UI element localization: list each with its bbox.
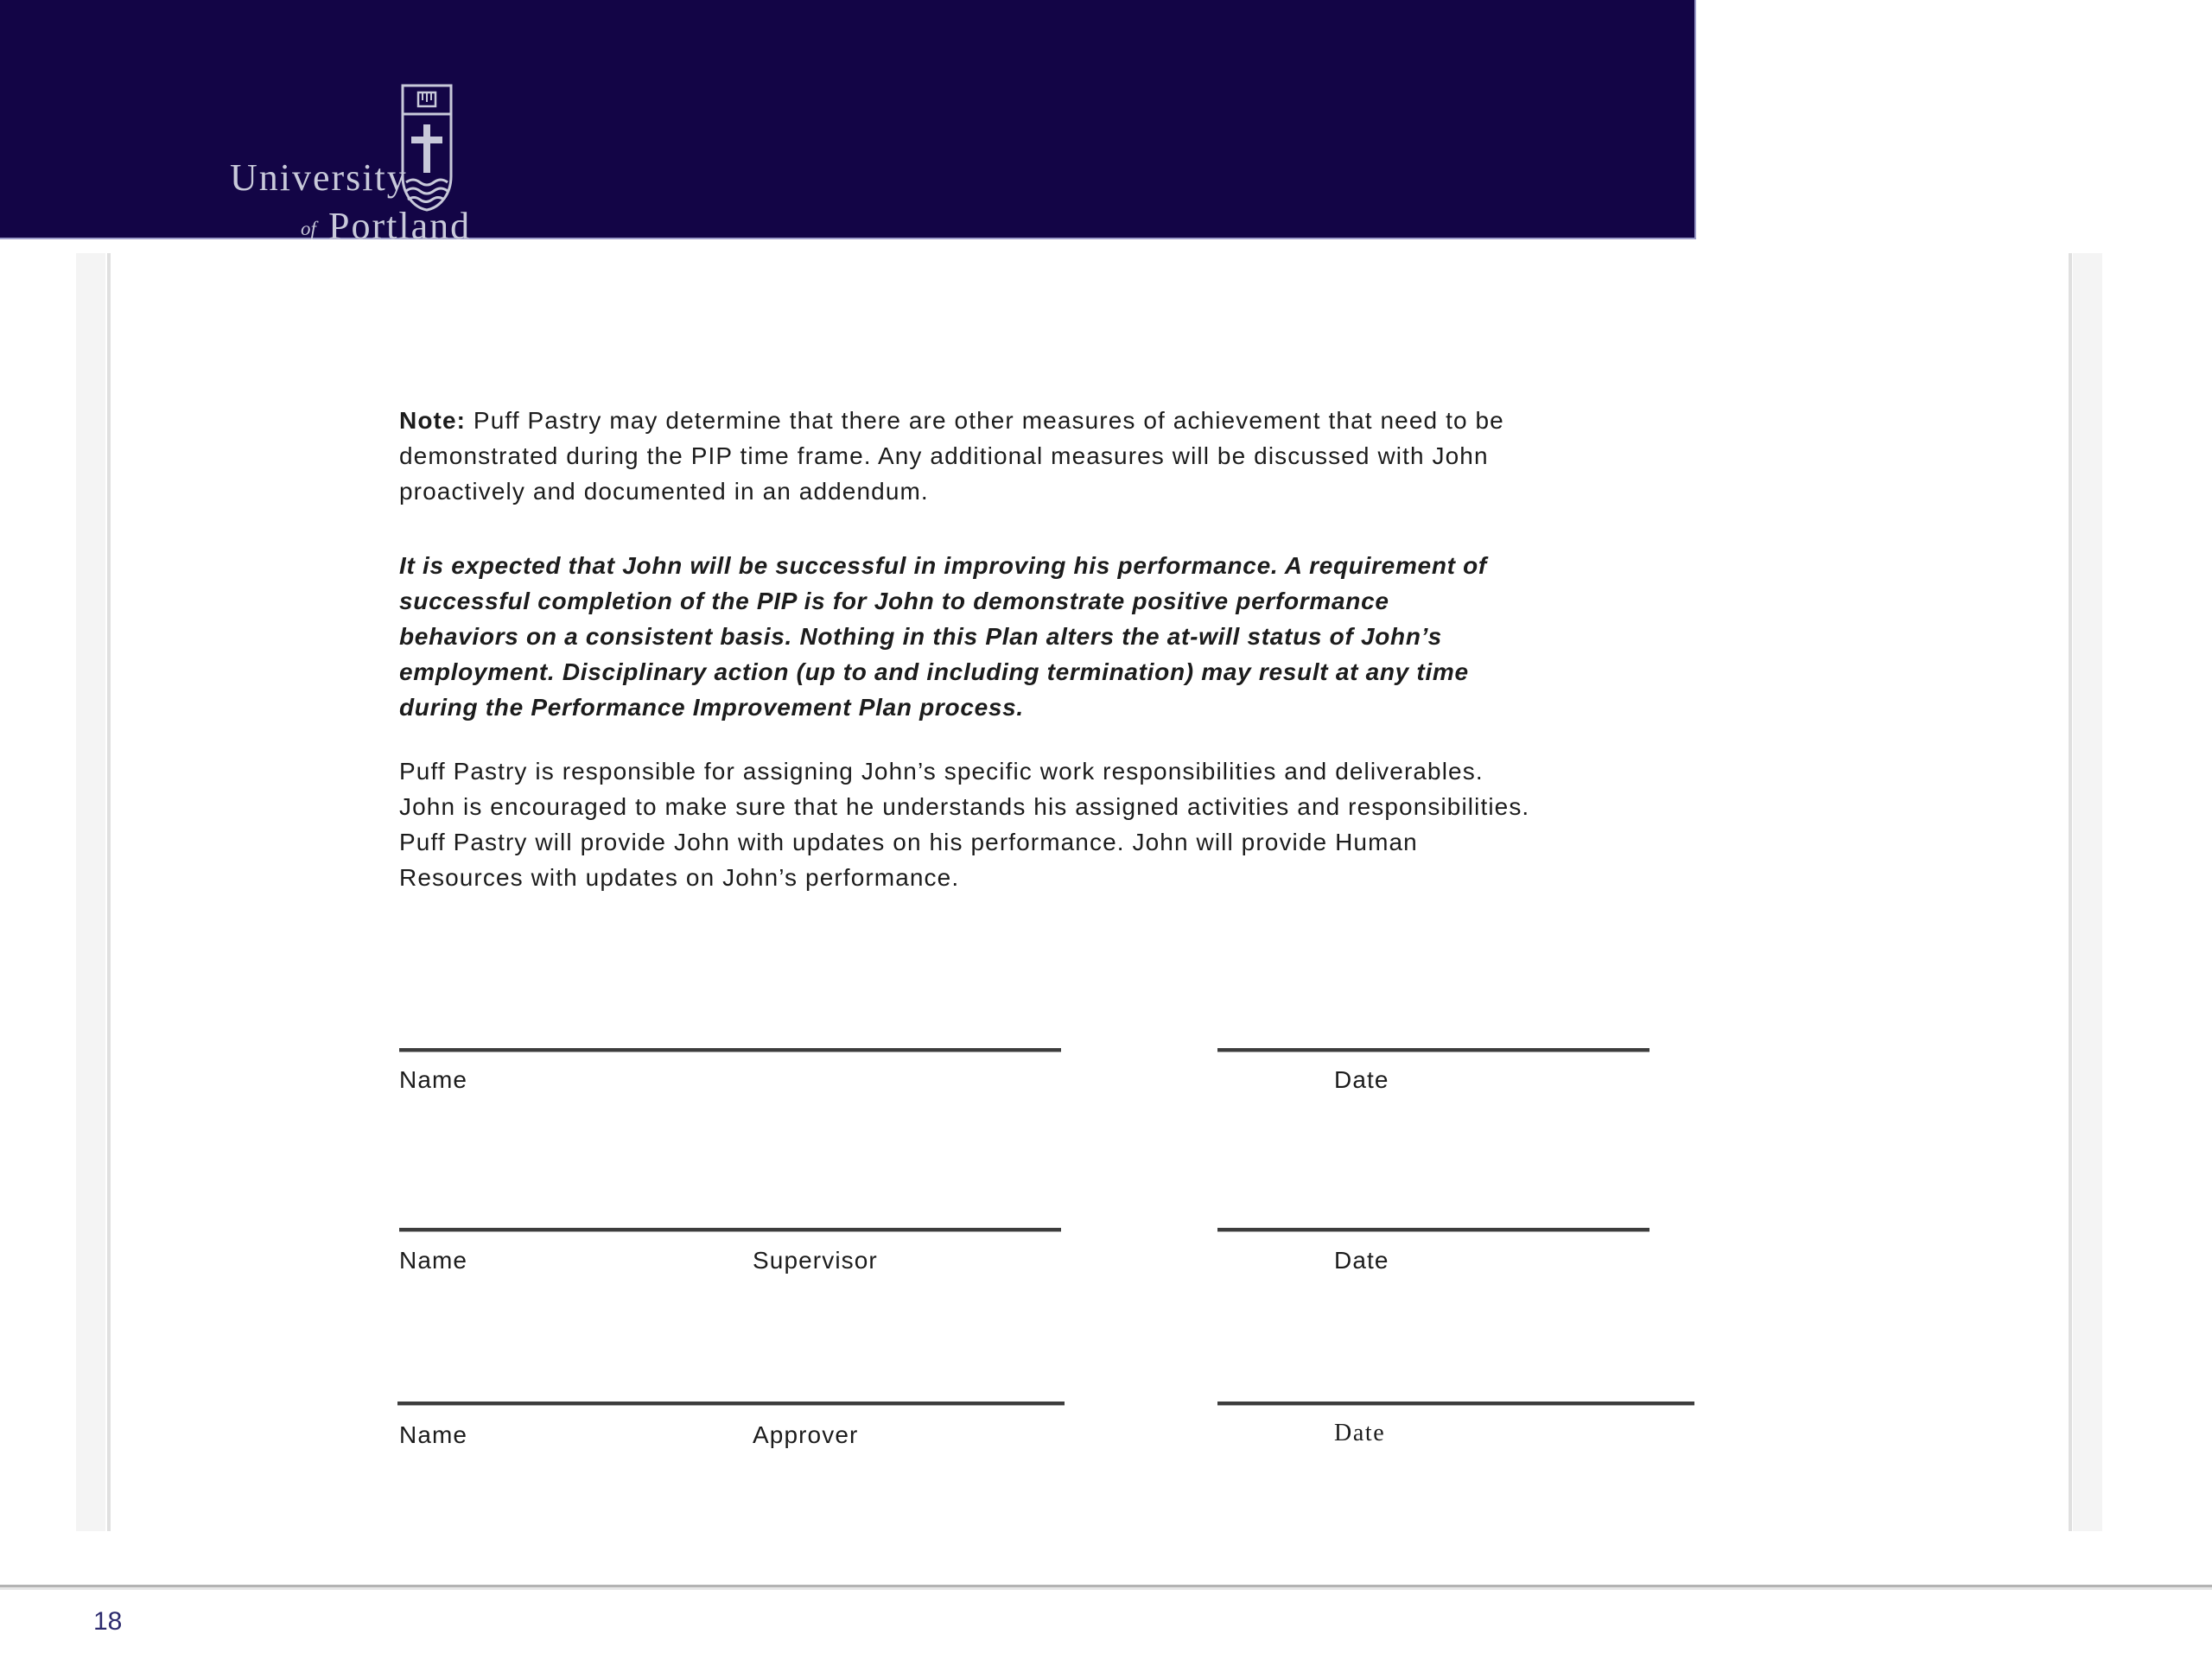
note-line: proactively and documented in an addendum.: [399, 478, 929, 505]
logo-university-text: University: [230, 156, 408, 199]
responsibilities-line: Puff Pastry is responsible for assigning John’s specific work responsibilities and deliverables.: [399, 758, 1484, 785]
responsibilities-line: Resources with updates on John’s performance.: [399, 864, 960, 891]
expectation-line: employment. Disciplinary action (up to and including termination) may result at any time: [399, 658, 1469, 685]
expectation-paragraph: [399, 548, 1816, 725]
signature-date-line: [1217, 1402, 1694, 1406]
shield-icon: [399, 83, 454, 213]
signature-date-line: [1217, 1228, 1649, 1232]
expectation-line: It is expected that John will be successful in improving his performance. A requirement of: [399, 552, 1487, 579]
responsibilities-paragraph: [399, 753, 1816, 895]
logo-portland-text: Portland: [328, 205, 472, 247]
bottom-divider: [0, 1585, 2212, 1590]
note-label: Note:: [399, 407, 467, 434]
page-edge-left: [107, 253, 111, 1531]
header-banner: [0, 0, 1696, 247]
name-label: Name: [399, 1066, 468, 1093]
date-label: Date: [1334, 1247, 1389, 1274]
signature-date-line: [1217, 1048, 1649, 1052]
role-label: Approver: [753, 1421, 859, 1448]
date-label: Date: [1334, 1420, 1386, 1446]
right-gutter: [2073, 253, 2102, 1531]
expectation-line: during the Performance Improvement Plan process.: [399, 694, 1024, 721]
responsibilities-line: John is encouraged to make sure that he understands his assigned activities and responsibilities.: [399, 793, 1530, 820]
signature-name-line: [397, 1402, 1065, 1406]
signature-name-line: [399, 1228, 1061, 1232]
logo-of-text: of: [301, 218, 316, 239]
role-label: Supervisor: [753, 1247, 878, 1274]
date-label: Date: [1334, 1066, 1389, 1093]
expectation-line: behaviors on a consistent basis. Nothing in this Plan alters the at-will status of John’s: [399, 623, 1442, 650]
name-label: Name: [399, 1247, 468, 1274]
page-number: 18: [93, 1607, 123, 1636]
left-gutter: [76, 253, 105, 1531]
note-paragraph: [399, 403, 1799, 509]
note-line: demonstrated during the PIP time frame. Any additional measures will be discussed with John: [399, 442, 1489, 469]
expectation-line: successful completion of the PIP is for John to demonstrate positive performance: [399, 588, 1389, 614]
responsibilities-line: Puff Pastry will provide John with updates on his performance. John will provide Human: [399, 829, 1418, 855]
name-label: Name: [399, 1421, 468, 1448]
signature-name-line: [399, 1048, 1061, 1052]
note-line1-text: Puff Pastry may determine that there are other measures of achievement that need to be: [466, 407, 1504, 434]
page-edge-right: [2069, 253, 2072, 1531]
note-line: [399, 403, 1799, 438]
